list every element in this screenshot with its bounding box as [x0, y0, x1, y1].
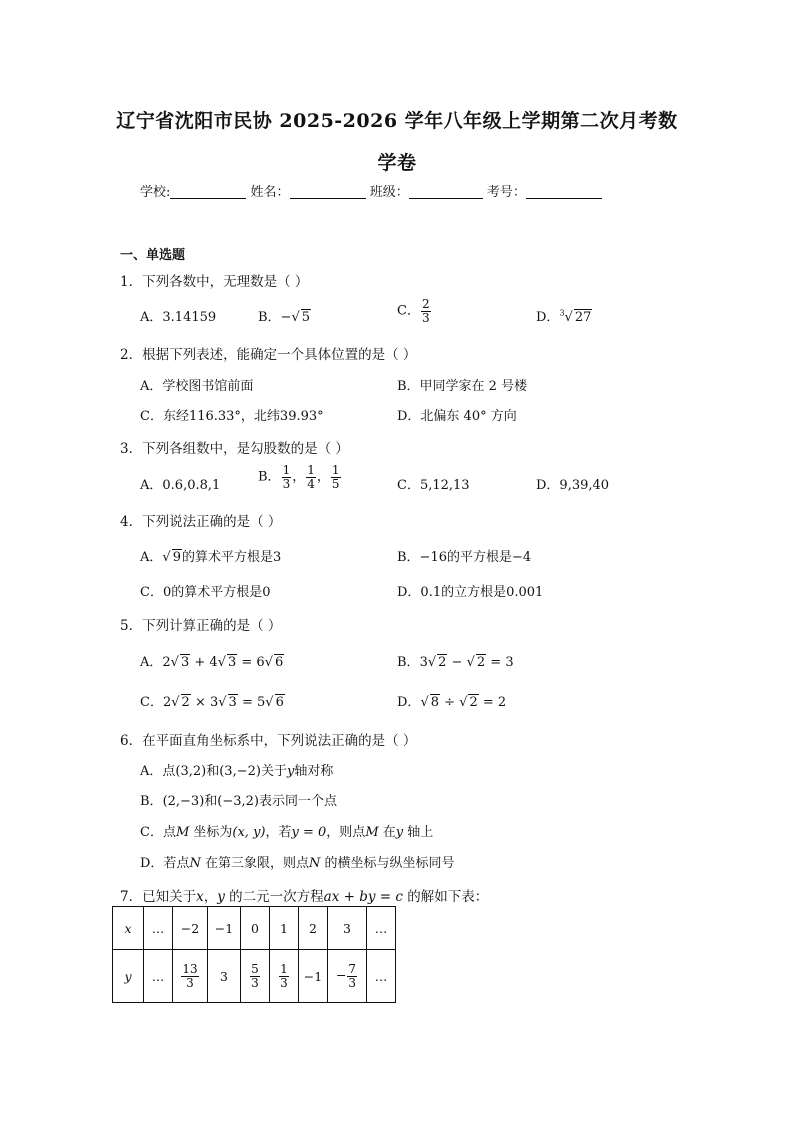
q1-c-prefix: C． [397, 303, 420, 319]
fraction: $\frac{7}{3}$ [348, 961, 357, 990]
table-cell: … [144, 907, 173, 950]
question-4-stem: 4．下列说法正确的是（ ） [120, 514, 282, 530]
table-cell: 3 [208, 950, 241, 1003]
fraction: $\frac{1}{5}$ [331, 463, 340, 491]
table-cell: 3 [328, 907, 367, 950]
q1-b-prefix: B．− [258, 310, 292, 325]
school-label: 学校: [140, 185, 171, 200]
q1-d-prefix: D． [536, 310, 560, 325]
table-cell: … [144, 950, 173, 1003]
fraction: $\frac{2}{3}$ [421, 297, 430, 325]
q4-option-d[interactable]: D．0.1的立方根是0.001 [397, 585, 544, 600]
q5-option-c[interactable]: C．2√ 2 × 3√ 3 = 5√ 6 [140, 695, 284, 710]
question-5-stem: 5．下列计算正确的是（ ） [120, 618, 282, 634]
table-row-y [113, 950, 396, 1003]
class-blank[interactable] [409, 184, 483, 199]
school-blank[interactable] [170, 184, 246, 199]
q3-option-b[interactable]: B． $\frac{1}{3}$ ， $\frac{1}{4}$ ， $\frac{1}{5}$ [258, 463, 340, 491]
q2-option-c[interactable]: C．东经116.33°，北纬39.93° [140, 409, 324, 424]
fraction: $\frac{5}{3}$ [251, 961, 259, 990]
q1-option-c[interactable] [397, 298, 432, 324]
solution-table [112, 906, 396, 1003]
q1-option-b[interactable] [258, 306, 311, 325]
fraction: $\frac{13}{3}$ [182, 961, 198, 990]
question-1-stem: 1．下列各数中，无理数是（ ） [120, 274, 309, 290]
question-3-stem: 3．下列各组数中，是勾股数的是（ ） [120, 441, 349, 457]
table-cell: 2 [299, 907, 328, 950]
q1-d-radicand: 27 [574, 310, 592, 325]
table-cell: −1 [299, 950, 328, 1003]
exam-number-blank[interactable] [526, 184, 602, 199]
question-2-stem: 2．根据下列表述，能确定一个具体位置的是（ ） [120, 347, 417, 363]
fraction: $\frac{1}{3}$ [280, 961, 288, 990]
student-info-line [140, 181, 602, 200]
q1-option-d[interactable] [536, 306, 592, 325]
q2-option-a[interactable]: A．学校图书馆前面 [140, 379, 254, 394]
question-7-stem: 7．已知关于x，y 的二元一次方程ax + by = c 的解如下表： [120, 889, 489, 905]
class-label: 班级： [369, 185, 409, 200]
name-blank[interactable] [290, 184, 366, 199]
table-cell: −1 [208, 907, 241, 950]
table-cell: 0 [241, 907, 270, 950]
fraction: $\frac{1}{4}$ [307, 463, 315, 491]
sqrt-sign: √ [162, 550, 171, 565]
fraction: $\frac{1}{3}$ [282, 463, 291, 491]
table-cell: … [367, 907, 396, 950]
exam-number-label: 考号： [486, 185, 526, 200]
q6-option-a[interactable]: A．点(3,2)和(3,−2)关于y轴对称 [140, 764, 334, 779]
table-cell [270, 950, 299, 1003]
name-label: 姓名： [250, 185, 290, 200]
table-cell: − $\frac{7}{3}$ [328, 950, 367, 1003]
table-cell [173, 950, 208, 1003]
section-heading: 一、单选题 [120, 248, 186, 263]
q3-option-a[interactable]: A．0.6,0.8,1 [140, 478, 221, 493]
cube-root-index: 3 [559, 308, 565, 318]
q4-option-a[interactable]: A．√ 9的算术平方根是3 [140, 550, 282, 565]
q3-option-c[interactable]: C．5,12,13 [397, 478, 470, 493]
sqrt-sign: √ [291, 310, 300, 325]
q6-option-d[interactable]: D．若点N 在第三象限，则点N 的横坐标与纵坐标同号 [140, 856, 455, 871]
table-cell: 1 [270, 907, 299, 950]
table-cell: x [113, 907, 144, 950]
q4-option-c[interactable]: C．0的算术平方根是0 [140, 585, 271, 600]
table-cell: −2 [173, 907, 208, 950]
table-cell: … [367, 950, 396, 1003]
cube-root-sign: √ [564, 310, 573, 325]
q6-option-c[interactable]: C．点M 坐标为(x, y)，若y = 0，则点M 在y 轴上 [140, 825, 434, 840]
q5-option-b[interactable]: B．3√ 2 − √ 2 = 3 [397, 655, 514, 670]
q3-option-d[interactable]: D．9,39,40 [536, 478, 610, 493]
q5-option-a[interactable]: A．2√ 3 + 4√ 3 = 6√ 6 [140, 655, 284, 670]
table-cell [241, 950, 270, 1003]
q5-option-d[interactable]: D．√ 8 ÷ √ 2 = 2 [397, 695, 507, 710]
q2-option-b[interactable]: B．甲同学家在 2 号楼 [397, 379, 528, 394]
q1-option-a[interactable]: A．3.14159 [140, 310, 217, 325]
page-title-continued: 学卷 [377, 152, 417, 174]
question-6-stem: 6．在平面直角坐标系中，下列说法正确的是（ ） [120, 733, 417, 749]
q2-option-d[interactable]: D．北偏东 40° 方向 [397, 409, 517, 424]
q6-option-b[interactable]: B．(2,−3)和(−3,2)表示同一个点 [140, 794, 338, 809]
q4-option-b[interactable]: B．−16的平方根是−4 [397, 550, 532, 565]
q1-b-radicand: 5 [301, 310, 311, 325]
table-row-x [113, 907, 396, 950]
page-title: 辽宁省沈阳市民协 2025-2026 学年八年级上学期第二次月考数 [116, 110, 678, 132]
table-cell: y [113, 950, 144, 1003]
